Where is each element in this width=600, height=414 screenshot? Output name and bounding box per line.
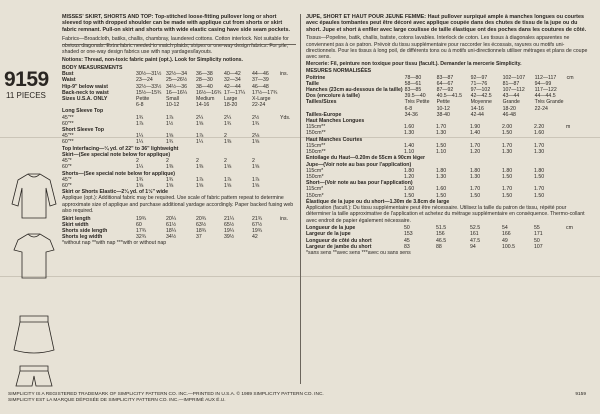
table-row: 115cm* 1.80 1.80 1.80 1.80 1.80 bbox=[306, 167, 545, 174]
nap-legend-en: *without nap **with nap ***with or without nap bbox=[62, 240, 167, 247]
body-measurements-table bbox=[62, 71, 290, 108]
pattern-number: 9159 bbox=[4, 68, 49, 91]
yardage-heading: Top Interfacing—¼ yd. of 22" to 36" lightweight bbox=[62, 145, 179, 152]
column-divider bbox=[300, 14, 301, 384]
table-row: 115cm** 1.60 1.70 1.90 2.00 2.20 m bbox=[306, 124, 571, 131]
yardage-heading: Skirt—(See special note below for applique) bbox=[62, 151, 171, 158]
divider bbox=[62, 44, 296, 45]
table-row: Largeur de la jupe 153 156 161 166 171 bbox=[306, 231, 543, 238]
table-row: Longueur de côté du short 45 46.5 47.5 49 50 bbox=[306, 237, 540, 244]
english-column bbox=[62, 14, 296, 247]
table-row: 115cm* 1.60 1.60 1.70 1.70 1.70 bbox=[306, 186, 545, 193]
application-note-fr: Application (facult.): Du tissu supplémentaire peut être nécessaire. Utilisez la taille du patron de tissu, répété pour déterminer la taille approximative de l'application et achetez du métrage supplémentaire en conséquence. Thermo-collant avec endroit de papier également nécessaire. bbox=[306, 204, 585, 224]
yardage-heading: Élastique de la jupe ou du short—1.30m de 3.8cm de large bbox=[306, 198, 450, 205]
notions-en: Notions: Thread, non-toxic fabric paint (opt.). Look for Simplicity notions. bbox=[62, 57, 243, 64]
table-row: 60"** 1⅞ 1½ 1⅝ 1¾ 1¾ bbox=[62, 120, 260, 127]
yardage-heading: Short Sleeve Top bbox=[62, 127, 104, 134]
table-row: Waist 23—24 25—26½ 28—30 32—34 37—39 bbox=[62, 77, 269, 84]
description-fr: JUPE, SHORT ET HAUT POUR JEUNE FEMME: Haut pullover surpiqué ample à manches longues ou courtes avec épaules tombantes peut être décoré avec applique coupée dans des chutes de tissu de la jupe ou du short. Jupe et short à enfiler avec large coulisse de taille élastique ont des poches dans les coutures de côté. bbox=[306, 14, 587, 33]
table-row: 60"* 1⅝ 1⅝ 1⅝ 1⅝ 1⅝ bbox=[62, 182, 260, 189]
finished-measurements-table bbox=[62, 216, 290, 241]
body-measurements-title: BODY MEASUREMENTS bbox=[62, 64, 123, 71]
table-row: Longueur de la jupe 50 51.5 52.5 54 55 cm bbox=[306, 225, 573, 232]
sens-legend-fr: *sans sens **avec sens ***avec ou sans sens bbox=[306, 249, 411, 256]
table-row: Bust 30½—31½ 32½—34 36—38 40—42 44—46 ins. bbox=[62, 71, 289, 78]
metrage-table bbox=[306, 118, 572, 205]
mercerie-fr: Mercerie: Fil, peinture non toxique pour tissu (facult.). Demander la mercerie Simplicity. bbox=[306, 60, 522, 67]
footer-line-en: SIMPLICITY IS A REGISTERED TRADEMARK OF SIMPLICITY PATTERN CO. INC.—PRINTED IN U.S.A. © 1989 SIMPLICITY PATTERN CO. INC. bbox=[8, 392, 324, 397]
sizes-row: Sizes U.S.A. ONLY Petite Small Medium Large X-Large bbox=[62, 96, 271, 103]
yardage-heading: Haut Manches Courtes bbox=[306, 136, 363, 143]
table-row: Shorts leg width 32¾ 34½ 37 39½ 42 bbox=[62, 234, 258, 241]
yardage-heading: Haut Manches Longues bbox=[306, 118, 365, 125]
piece-count: 11 PIECES bbox=[6, 91, 46, 100]
applique-note-en: Applique (opt.): Additional fabric may be required. Use scale of fabric pattern repeat to determine approximate size of applique and purchase additional yardage accordingly. Paper backed fusing web also required. bbox=[62, 195, 294, 215]
sizes-row: Tailles-Europe 34-36 38-40 42-44 46-48 bbox=[306, 111, 516, 118]
table-row: 115cm** 1.40 1.50 1.70 1.70 1.70 bbox=[306, 142, 545, 149]
tissus-fr: Tissus—Popeline, batik, challis, batiste, cotons lavables. Interlock de coton. Les tissus à diagonales apparentes ne conviennent pas à ce patron. Prévoir du tissu supplémentaire pour raccorder les écossais, rayures ou motifs uni-directionnels. Pour les tissus à long poil, de différents tons ou à motifs uni-directionnels utiliser métrages et plans de coupe avec sens. bbox=[306, 35, 588, 61]
mesures-table bbox=[306, 75, 576, 118]
table-row: Hip-9" below waist 32½—33½ 34½—36 38—40 42—44 46—48 bbox=[62, 83, 269, 90]
table-row: Shorts side length 17¾ 18¼ 18¾ 19¼ 19¾ bbox=[62, 227, 263, 234]
description-en: MISSES' SKIRT, SHORTS AND TOP: Top-stitched loose-fitting pullover long or short sleeved top with dropped shoulder can be made with applique cut from shorts or skirt fabric remnant. Pull-on skirt and shorts with wide elastic casing have side seam pockets. bbox=[62, 14, 290, 33]
yardage-heading: Jupe—(Voir note au bas pour l'application) bbox=[306, 161, 412, 168]
sizes-row: 6-8 10-12 14-16 18-20 22-24 bbox=[404, 105, 548, 112]
finis-table bbox=[306, 225, 575, 250]
table-row: Dos (encolure à taille) 39.5—40 40.5—41.5 42—42.5 43—44 44—44.5 bbox=[306, 93, 556, 100]
table-row: Hanches (23cm au-dessous de la taille) 83—85 87—92 97—102 107—112 117—122 bbox=[306, 87, 557, 94]
footer-line-fr: SIMPLICITY EST LA MARQUE DÉPOSÉE DE SIMPLICITY PATTERN CO. INC.—IMPRIMÉ AUX É.U. bbox=[8, 398, 226, 403]
table-row: 150cm** 1.10 1.10 1.20 1.30 1.30 bbox=[306, 149, 545, 156]
table-row: 45"** 1¾ 1⅞ 2¼ 2¼ 2½ Yds. bbox=[62, 114, 291, 121]
copyright-footer bbox=[8, 392, 448, 404]
yardage-heading: Skirt or Shorts Elastic—2¼ yd. of 1½" wide bbox=[62, 189, 168, 196]
table-row: 60"** 1¼ 1¾ 1¼ 1⅜ 1⅝ bbox=[62, 139, 260, 146]
table-row: 150cm** 1.30 1.30 1.40 1.50 1.60 bbox=[306, 130, 545, 137]
yardage-heading: Entoilage du Haut—0.20m de 55cm à 90cm léger bbox=[306, 155, 426, 162]
sizes-row: 6-8 10-12 14-16 18-20 22-24 bbox=[136, 102, 266, 109]
table-row: Skirt length 19¾ 20¼ 20¾ 21¼ 21¾ ins. bbox=[62, 215, 289, 222]
fabrics-en: Fabrics—Broadcloth, batiks, challis, chambray, laundered cottons. Cotton interlock. Not suitable for obvious diagonals. Extra fabric needed to match plaids, stripes or one-way design fabrics. For pile, shaded or one-way design fabrics use with nap yardages/layouts. bbox=[62, 36, 289, 56]
yardage-heading: Short—(Voir note au bas pour l'application) bbox=[306, 180, 413, 187]
table-row: 150cm* 1.20 1.30 1.30 1.50 1.50 bbox=[306, 173, 545, 180]
table-row: 45"* 1¾ 1¾ 1⅞ 1⅞ 1⅞ bbox=[62, 176, 260, 183]
table-row: 45"* 2 2 2 2 2 bbox=[62, 158, 255, 165]
table-row: 45"** 1¼ 1⅝ 1⅞ 2 2⅛ bbox=[62, 133, 260, 140]
french-column bbox=[306, 14, 588, 256]
mesures-title: MESURES NORMALISÉES bbox=[306, 68, 372, 75]
table-row: 150cm* 1.50 1.50 1.50 1.50 1.50 bbox=[306, 192, 545, 199]
yardage-table bbox=[62, 108, 292, 195]
yardage-heading: Long Sleeve Top bbox=[62, 108, 104, 115]
table-row: Back-neck to waist 15½—15¾ 16—16¼ 16½—16¾ 17—17¼ 17½—17¾ bbox=[62, 89, 278, 96]
table-row: 60"* 1¼ 1⅜ 1⅜ 1⅝ 1⅝ bbox=[62, 164, 260, 171]
table-row: Poitrine 78—80 83—87 92—97 102—107 112—117 cm bbox=[306, 74, 574, 81]
table-row: Largeur de jambe du short 83 88 94 100.5 107 bbox=[306, 243, 543, 250]
garment-sketches bbox=[8, 168, 60, 388]
footer-pattern-number: 9159 bbox=[575, 392, 586, 397]
table-row: Skirt width 60 61½ 63½ 65½ 67½ bbox=[62, 221, 263, 228]
sizes-row: Tailles/Sizes Très Petite Petite Moyenne Grande Très Grande bbox=[306, 99, 564, 106]
table-row: Taille 58—61 64—67 71—76 81—87 94—99 bbox=[306, 80, 552, 87]
yardage-heading: Shorts—(See special note below for applique) bbox=[62, 170, 175, 177]
